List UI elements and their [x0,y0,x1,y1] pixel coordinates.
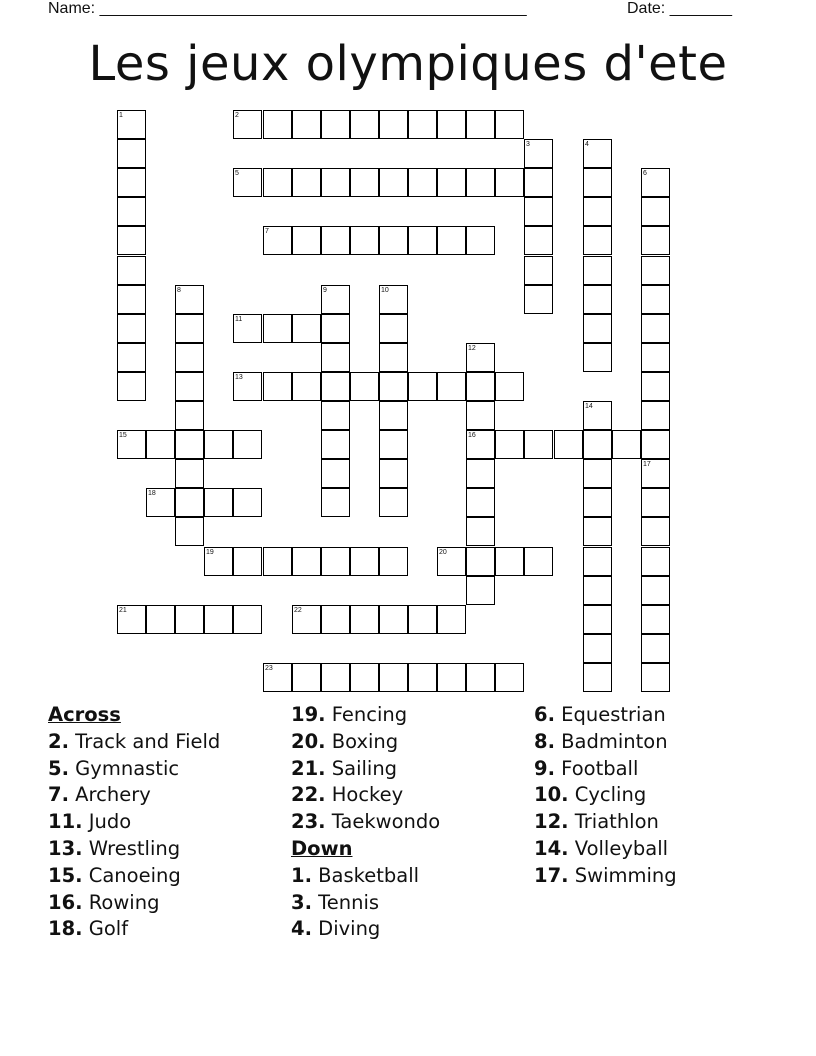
clue-text: Tennis [311,890,380,914]
crossword-cell[interactable] [321,547,350,576]
clue-item [48,729,288,756]
crossword-cell[interactable] [408,663,437,692]
crossword-cell[interactable] [408,605,437,634]
clue-number: 3. [291,890,312,914]
crossword-cell[interactable] [641,576,670,605]
crossword-cell[interactable] [379,226,408,255]
crossword-cell[interactable] [583,488,612,517]
clue-number: 10. [534,783,569,807]
crossword-cell[interactable] [641,168,670,197]
clue-number: 23. [291,810,326,834]
crossword-cell[interactable] [233,314,262,343]
crossword-cell[interactable] [321,605,350,634]
clue-item [48,782,288,809]
crossword-cell[interactable] [350,226,379,255]
clue-number: 4. [291,917,312,941]
clue-item [48,916,288,943]
clue-number: 22. [291,783,326,807]
crossword-cell[interactable] [583,197,612,226]
crossword-cell[interactable] [466,488,495,517]
crossword-cell[interactable] [175,343,204,372]
clue-item [534,809,774,836]
crossword-cell[interactable] [408,372,437,401]
crossword-cell[interactable] [641,256,670,285]
crossword-cell[interactable] [204,605,233,634]
clue-column-2 [291,702,531,943]
crossword-cell[interactable] [175,372,204,401]
clue-number: 7. [48,783,69,807]
crossword-cell[interactable] [292,226,321,255]
crossword-cell[interactable] [641,517,670,546]
crossword-cell[interactable] [379,430,408,459]
crossword-cell[interactable] [379,605,408,634]
crossword-cell[interactable] [263,314,292,343]
clue-text: Golf [82,917,129,941]
crossword-cell[interactable] [466,430,495,459]
crossword-cell[interactable] [379,401,408,430]
crossword-cell[interactable] [466,663,495,692]
crossword-cell[interactable] [350,663,379,692]
crossword-cell[interactable] [466,517,495,546]
crossword-cell[interactable] [583,547,612,576]
crossword-cell[interactable] [350,547,379,576]
clue-item [291,729,531,756]
crossword-cell[interactable] [233,110,262,139]
crossword-cell[interactable] [379,314,408,343]
crossword-cell[interactable] [117,168,146,197]
clue-text: Cycling [568,783,647,807]
crossword-cell[interactable] [233,372,262,401]
crossword-cell[interactable] [292,605,321,634]
clue-number: 18. [48,917,83,941]
crossword-cell[interactable] [466,372,495,401]
crossword-cell[interactable] [117,372,146,401]
clue-item [48,809,288,836]
crossword-cell[interactable] [466,110,495,139]
crossword-cell[interactable] [175,285,204,314]
crossword-cell[interactable] [437,168,466,197]
crossword-cell[interactable] [583,139,612,168]
crossword-cell[interactable] [233,488,262,517]
clue-item [291,809,531,836]
page-title: Les jeux olympiques d'ete [88,36,728,92]
clue-item [48,890,288,917]
crossword-cell[interactable] [524,168,553,197]
crossword-cell[interactable] [379,372,408,401]
crossword-cell[interactable] [641,314,670,343]
clue-number: 21. [291,756,326,780]
crossword-cell[interactable] [495,110,524,139]
down-heading: Down [291,836,353,860]
clue-text: Badminton [554,729,668,753]
clue-text: Wrestling [82,836,181,860]
crossword-cell[interactable] [641,401,670,430]
clue-column-1 [48,702,288,943]
crossword-cell[interactable] [583,459,612,488]
crossword-cell[interactable] [437,605,466,634]
crossword-cell[interactable] [437,110,466,139]
crossword-cell[interactable] [117,256,146,285]
crossword-cell[interactable] [321,226,350,255]
clue-list [48,702,778,952]
clue-text: Boxing [325,729,399,753]
crossword-cell[interactable] [437,547,466,576]
crossword-cell[interactable] [321,343,350,372]
crossword-cell[interactable] [583,517,612,546]
crossword-cell[interactable] [466,168,495,197]
clue-number-label: 9 [323,287,327,294]
clue-number: 20. [291,729,326,753]
clue-item [291,702,531,729]
crossword-cell[interactable] [204,430,233,459]
clue-number: 14. [534,836,569,860]
crossword-cell[interactable] [495,372,524,401]
crossword-cell[interactable] [466,343,495,372]
clue-text: Gymnastic [68,756,180,780]
clue-text: Football [554,756,639,780]
crossword-cell[interactable] [379,168,408,197]
crossword-cell[interactable] [495,663,524,692]
crossword-cell[interactable] [495,430,524,459]
crossword-cell[interactable] [146,605,175,634]
crossword-cell[interactable] [175,314,204,343]
clue-item [48,756,288,783]
crossword-cell[interactable] [175,517,204,546]
crossword-cell[interactable] [117,314,146,343]
clue-text: Swimming [568,863,677,887]
crossword-cell[interactable] [350,605,379,634]
crossword-cell[interactable] [321,285,350,314]
crossword-cell[interactable] [379,285,408,314]
clue-number-label: 17 [643,461,651,468]
crossword-cell[interactable] [175,430,204,459]
clue-text: Volleyball [568,836,669,860]
crossword-cell[interactable] [233,430,262,459]
clue-item [48,863,288,890]
crossword-cell[interactable] [466,576,495,605]
crossword-cell[interactable] [233,547,262,576]
crossword-cell[interactable] [583,401,612,430]
clue-number-label: 15 [119,432,127,439]
clue-item [534,863,774,890]
clue-number: 12. [534,810,569,834]
crossword-cell[interactable] [437,663,466,692]
crossword-cell[interactable] [146,430,175,459]
clue-item [534,836,774,863]
crossword-cell[interactable] [524,547,553,576]
crossword-cell[interactable] [263,663,292,692]
clue-number: 6. [534,703,555,726]
clue-number: 19. [291,703,326,726]
crossword-cell[interactable] [641,459,670,488]
clue-number-label: 10 [381,287,389,294]
crossword-cell[interactable] [408,168,437,197]
crossword-cell[interactable] [583,285,612,314]
clue-number-label: 6 [643,170,647,177]
clue-item [534,729,774,756]
crossword-cell[interactable] [554,430,583,459]
crossword-cell[interactable] [466,401,495,430]
crossword-cell[interactable] [583,343,612,372]
clue-number-label: 5 [235,170,239,177]
crossword-cell[interactable] [379,459,408,488]
clue-number-label: 1 [119,112,123,119]
clue-number: 1. [291,863,312,887]
clue-item [291,916,531,943]
crossword-cell[interactable] [175,488,204,517]
crossword-cell[interactable] [466,547,495,576]
clue-item [534,702,774,729]
crossword-cell[interactable] [641,430,670,459]
crossword-cell[interactable] [495,547,524,576]
clue-number-label: 22 [294,607,302,614]
across-heading: Across [48,703,121,726]
clue-text: Fencing [325,703,408,726]
crossword-cell[interactable] [292,314,321,343]
crossword-cell[interactable] [321,314,350,343]
crossword-cell[interactable] [117,197,146,226]
clue-number: 8. [534,729,555,753]
clue-number: 13. [48,836,83,860]
crossword-cell[interactable] [321,372,350,401]
crossword-cell[interactable] [204,547,233,576]
crossword-cell[interactable] [524,197,553,226]
crossword-cell[interactable] [524,256,553,285]
clue-number-label: 4 [585,141,589,148]
clue-number-label: 14 [585,403,593,410]
clue-text: Archery [68,783,151,807]
crossword-cell[interactable] [612,430,641,459]
crossword-cell[interactable] [292,663,321,692]
clue-number-label: 2 [235,112,239,119]
crossword-cell[interactable] [466,226,495,255]
crossword-cell[interactable] [292,547,321,576]
crossword-cell[interactable] [321,168,350,197]
crossword-cell[interactable] [350,168,379,197]
crossword-cell[interactable] [524,285,553,314]
crossword-cell[interactable] [641,634,670,663]
clue-text: Diving [311,917,381,941]
clue-number-label: 21 [119,607,127,614]
clue-number: 15. [48,863,83,887]
crossword-cell[interactable] [583,256,612,285]
crossword-cell[interactable] [641,605,670,634]
crossword-cell[interactable] [583,663,612,692]
clue-item [291,890,531,917]
crossword-cell[interactable] [263,547,292,576]
crossword-cell[interactable] [263,226,292,255]
clue-item [291,782,531,809]
crossword-cell[interactable] [117,343,146,372]
crossword-cell[interactable] [292,372,321,401]
crossword-cell[interactable] [175,605,204,634]
crossword-cell[interactable] [437,226,466,255]
crossword-cell[interactable] [263,372,292,401]
crossword-cell[interactable] [583,634,612,663]
clue-column-3 [534,702,774,890]
crossword-cell[interactable] [641,197,670,226]
clue-number-label: 23 [265,665,273,672]
crossword-cell[interactable] [175,401,204,430]
crossword-cell[interactable] [263,110,292,139]
crossword-cell[interactable] [379,547,408,576]
clue-number: 17. [534,863,569,887]
crossword-cell[interactable] [350,110,379,139]
clue-number: 9. [534,756,555,780]
clue-text: Canoeing [82,863,181,887]
clue-item [291,863,531,890]
crossword-cell[interactable] [524,226,553,255]
crossword-cell[interactable] [321,430,350,459]
crossword-cell[interactable] [292,110,321,139]
crossword-cell[interactable] [437,372,466,401]
crossword-cell[interactable] [204,488,233,517]
crossword-cell[interactable] [117,226,146,255]
clue-item [534,782,774,809]
crossword-cell[interactable] [117,139,146,168]
crossword-cell[interactable] [321,110,350,139]
clue-text: Basketball [311,863,420,887]
clue-text: Triathlon [568,810,659,834]
crossword-cell[interactable] [117,605,146,634]
clue-number: 2. [48,729,69,753]
clue-number: 5. [48,756,69,780]
clue-number: 16. [48,890,83,914]
clue-text: Judo [82,810,132,834]
crossword-cell[interactable] [583,168,612,197]
crossword-cell[interactable] [321,401,350,430]
crossword-cell[interactable] [379,343,408,372]
clue-number-label: 20 [439,549,447,556]
name-field-label: Name: ________________________________________________ [48,0,527,17]
crossword-cell[interactable] [321,488,350,517]
clue-text: Sailing [325,756,398,780]
crossword-cell[interactable] [495,168,524,197]
crossword-cell[interactable] [524,430,553,459]
clue-number-label: 11 [235,316,243,323]
crossword-cell[interactable] [117,285,146,314]
clue-text: Taekwondo [325,810,441,834]
crossword-cell[interactable] [117,110,146,139]
crossword-cell[interactable] [233,605,262,634]
crossword-cell[interactable] [641,343,670,372]
crossword-cell[interactable] [583,605,612,634]
clue-number-label: 8 [177,287,181,294]
crossword-cell[interactable] [641,226,670,255]
crossword-cell[interactable] [466,459,495,488]
crossword-cell[interactable] [175,459,204,488]
crossword-cell[interactable] [641,372,670,401]
crossword-cell[interactable] [350,372,379,401]
clue-text: Track and Field [68,729,221,753]
clue-number-label: 19 [206,549,214,556]
clue-number-label: 7 [265,228,269,235]
crossword-cell[interactable] [146,488,175,517]
clue-number-label: 18 [148,490,156,497]
crossword-cell[interactable] [583,314,612,343]
crossword-cell[interactable] [379,488,408,517]
clue-text: Hockey [325,783,404,807]
clue-item [291,756,531,783]
date-field-label: Date: _______ [627,0,732,17]
crossword-cell[interactable] [641,663,670,692]
crossword-cell[interactable] [408,110,437,139]
crossword-cell[interactable] [379,663,408,692]
crossword-cell[interactable] [583,576,612,605]
crossword-cell[interactable] [641,285,670,314]
clue-item [48,836,288,863]
crossword-cell[interactable] [233,168,262,197]
crossword-cell[interactable] [583,226,612,255]
clue-text: Rowing [82,890,160,914]
crossword-cell[interactable] [408,226,437,255]
clue-number-label: 13 [235,374,243,381]
crossword-cell[interactable] [379,110,408,139]
clue-number: 11. [48,810,83,834]
clue-text: Equestrian [554,703,666,726]
crossword-cell[interactable] [263,168,292,197]
clue-item [534,756,774,783]
clue-number-label: 12 [468,345,476,352]
clue-number-label: 3 [526,141,530,148]
clue-number-label: 16 [468,432,476,439]
crossword-cell[interactable] [583,430,612,459]
crossword-cell[interactable] [321,663,350,692]
crossword-cell[interactable] [641,547,670,576]
crossword-cell[interactable] [641,488,670,517]
crossword-cell[interactable] [524,139,553,168]
crossword-cell[interactable] [292,168,321,197]
crossword-cell[interactable] [321,459,350,488]
crossword-cell[interactable] [117,430,146,459]
